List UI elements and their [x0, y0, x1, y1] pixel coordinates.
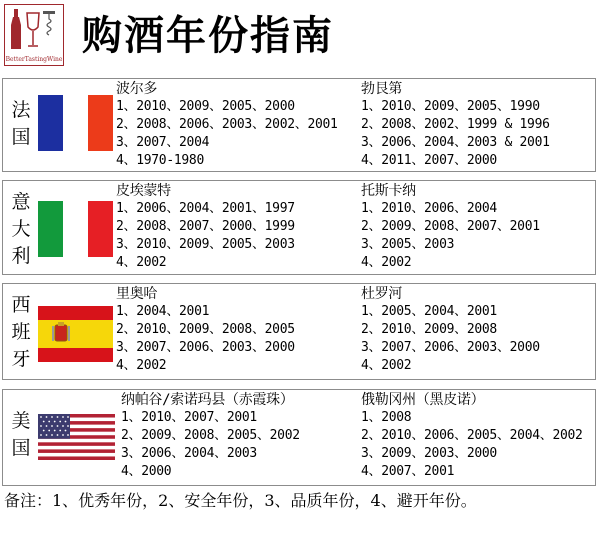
- vintage-line: 3、2007、2006、2003、2000: [361, 340, 540, 355]
- france-flag-icon: [38, 95, 113, 151]
- region-piedmont: [116, 182, 295, 272]
- vintage-line: 4、1970-1980: [116, 153, 204, 168]
- vintage-line: 4、2002: [116, 358, 167, 373]
- region-burgundy: [361, 80, 550, 170]
- vintage-line: 4、2002: [116, 255, 167, 270]
- vintage-line: 1、2006、2004、2001、1997: [116, 201, 295, 216]
- usa-flag-icon: [38, 414, 115, 460]
- region-name: 托斯卡纳: [361, 183, 416, 199]
- legend-note: 备注：1、优秀年份，2、安全年份，3、品质年份，4、避开年份。: [4, 491, 477, 510]
- spain-flag-icon: [38, 306, 113, 362]
- country-name: 意 大 利: [11, 191, 31, 267]
- vintage-line: 4、2011、2007、2000: [361, 153, 497, 168]
- site-logo: [4, 4, 64, 66]
- region-oregon: [361, 391, 583, 481]
- logo-text: BetterTastingWine: [5, 56, 63, 63]
- country-name: 法 国: [11, 99, 31, 148]
- vintage-line: 2、2010、2006、2005、2004、2002: [361, 428, 583, 443]
- vintage-line: 2、2008、2007、2000、1999: [116, 219, 295, 234]
- vintage-line: 2、2009、2008、2005、2002: [121, 428, 300, 443]
- region-rioja: [116, 285, 295, 375]
- region-name: 皮埃蒙特: [116, 183, 171, 199]
- region-tuscany: [361, 182, 540, 272]
- wine-bottle-glass-icon: [5, 5, 63, 55]
- country-spain: [2, 283, 596, 380]
- vintage-line: 1、2008: [361, 410, 412, 425]
- vintage-line: 4、2002: [361, 358, 412, 373]
- vintage-line: 3、2006、2004、2003: [121, 446, 257, 461]
- vintage-line: 1、2004、2001: [116, 304, 210, 319]
- vintage-line: 3、2007、2006、2003、2000: [116, 340, 295, 355]
- country-name: 美 国: [11, 410, 31, 459]
- vintage-line: 3、2006、2004、2003 & 2001: [361, 135, 550, 150]
- vintage-line: 1、2005、2004、2001: [361, 304, 497, 319]
- italy-flag-icon: [38, 201, 113, 257]
- vintage-line: 3、2010、2009、2005、2003: [116, 237, 295, 252]
- region-bordeaux: [116, 80, 338, 170]
- vintage-line: 4、2002: [361, 255, 412, 270]
- vintage-line: 2、2010、2009、2008: [361, 322, 497, 337]
- vintage-line: 4、2007、2001: [361, 464, 455, 479]
- vintage-line: 3、2005、2003: [361, 237, 455, 252]
- region-name: 杜罗河: [361, 286, 403, 302]
- vintage-line: 2、2008、2002、1999 & 1996: [361, 117, 550, 132]
- vintage-line: 1、2010、2006、2004: [361, 201, 497, 216]
- country-name: 西 班 牙: [11, 294, 31, 370]
- vintage-line: 3、2007、2004: [116, 135, 210, 150]
- vintage-line: 2、2009、2008、2007、2001: [361, 219, 540, 234]
- vintage-line: 1、2010、2009、2005、2000: [116, 99, 295, 114]
- region-name: 里奥哈: [116, 286, 158, 302]
- region-name: 俄勒冈州（黑皮诺）: [361, 392, 485, 408]
- vintage-line: 2、2010、2009、2008、2005: [116, 322, 295, 337]
- vintage-line: 3、2009、2003、2000: [361, 446, 497, 461]
- page-title: 购酒年份指南: [82, 13, 334, 59]
- vintage-line: 4、2000: [121, 464, 172, 479]
- region-name: 波尔多: [116, 81, 158, 97]
- country-usa: [2, 389, 596, 486]
- vintage-line: 1、2010、2009、2005、1990: [361, 99, 540, 114]
- region-name: 纳帕谷/索诺玛县（赤霞珠）: [121, 392, 294, 408]
- country-italy: [2, 180, 596, 275]
- region-name: 勃艮第: [361, 81, 403, 97]
- country-france: [2, 78, 596, 172]
- vintage-line: 1、2010、2007、2001: [121, 410, 257, 425]
- vintage-line: 2、2008、2006、2003、2002、2001: [116, 117, 338, 132]
- region-napa-sonoma: [121, 391, 300, 481]
- region-douro: [361, 285, 540, 375]
